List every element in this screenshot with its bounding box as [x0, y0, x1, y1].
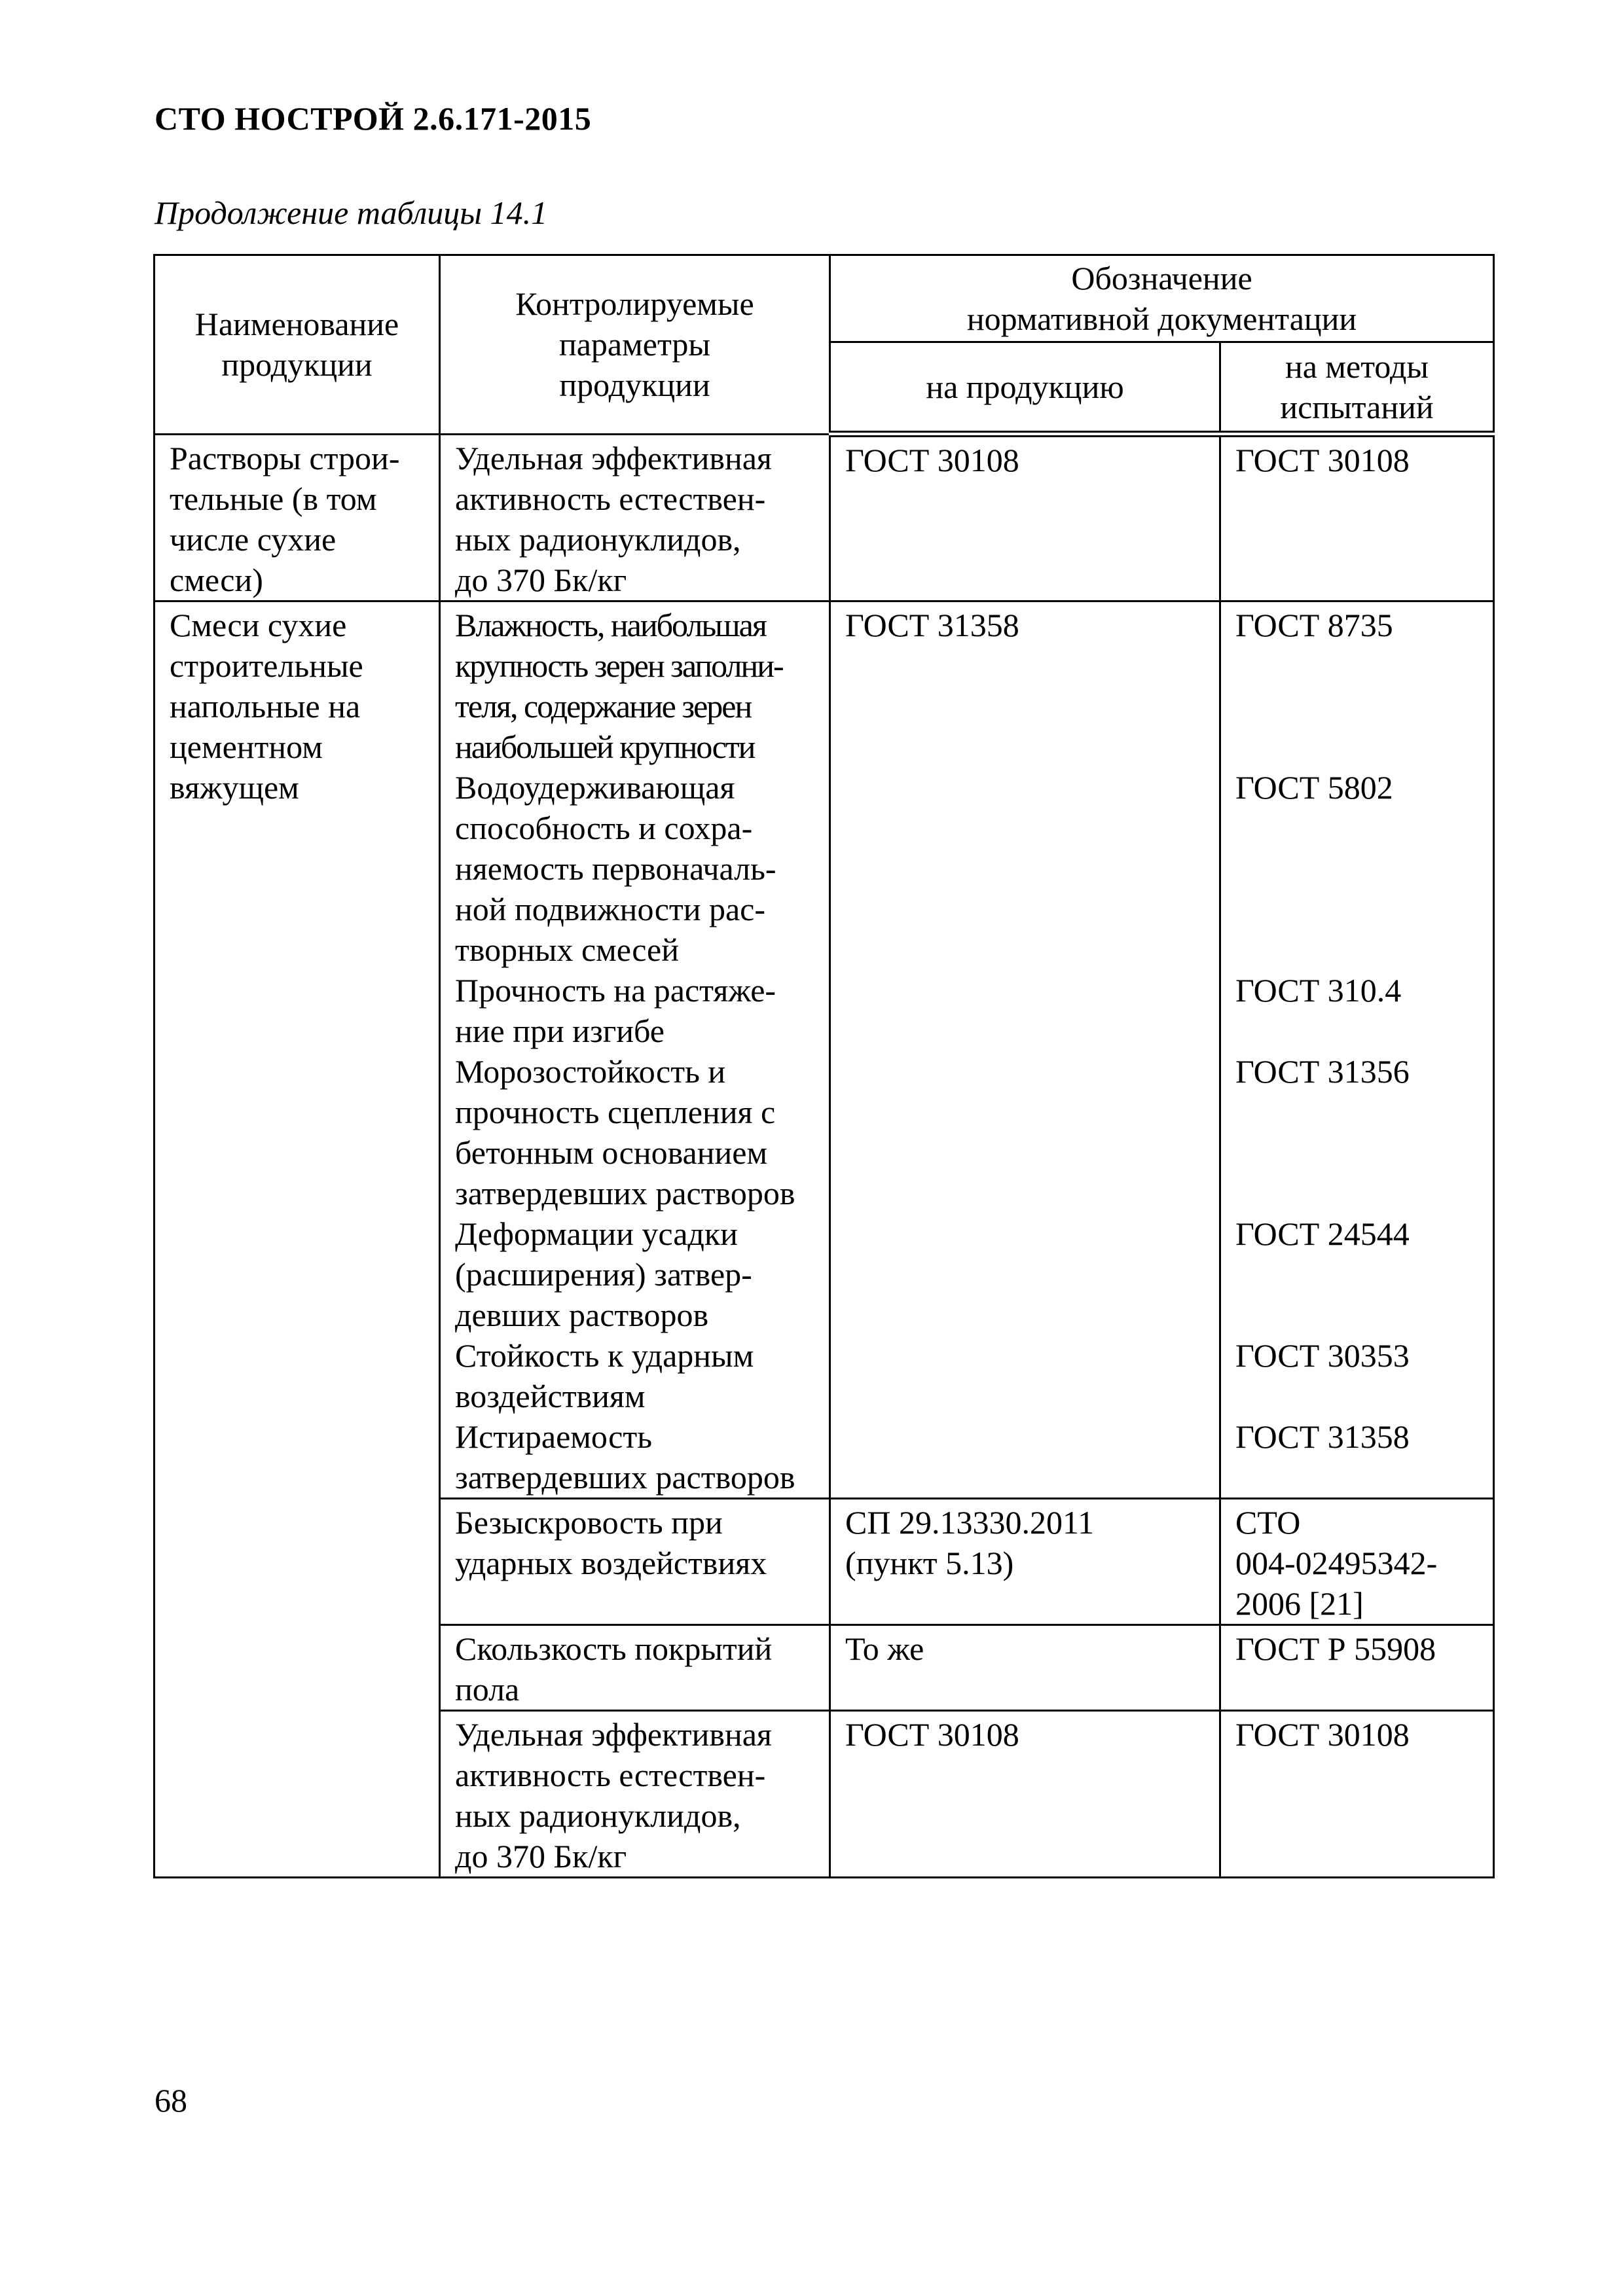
cell-doc-product: ГОСТ 30108 [830, 1710, 1220, 1877]
cell-params: Скользкость покрытий пола [440, 1624, 830, 1710]
cell-params: Удельная эффективная активность естествен- ных радионуклидов, до 370 Бк/кг [440, 1710, 830, 1877]
cell-doc-methods: ГОСТ 30108 [1220, 1710, 1494, 1877]
cell-doc-product: То же [830, 1624, 1220, 1710]
cell-params: Влажность, наибольшая крупность зерен заполни- теля, содержание зерен наибольшей крупности Водоудерживающая способность и сохра- няемость первоначаль- ной подвижности рас- творных смесей Прочность на растяже- ние при изгибе Морозостойкость и прочность сцепления с бетонным основанием затвердевших растворов Деформации усадки (расширения) затвер- девших растворов Стойкость к ударным воздействиям Истираемость затвердевших растворов [440, 601, 830, 1498]
cell-product-name: Растворы строи- тельные (в том числе сухие смеси) [155, 434, 440, 601]
header-product-name: Наименование продукции [155, 255, 440, 435]
cell-product-name: Смеси сухие строительные напольные на цементном вяжущем [155, 601, 440, 1877]
header-for-product: на продукцию [830, 342, 1220, 435]
cell-doc-methods: ГОСТ 30108 [1220, 434, 1494, 601]
table-row [155, 434, 1494, 601]
cell-doc-product: СП 29.13330.2011 (пункт 5.13) [830, 1498, 1220, 1624]
cell-doc-methods: ГОСТ Р 55908 [1220, 1624, 1494, 1710]
cell-params: Удельная эффективная активность естествен- ных радионуклидов, до 370 Бк/кг [440, 434, 830, 601]
specification-table [153, 254, 1495, 1878]
table-row [155, 601, 1494, 1498]
table-caption: Продолжение таблицы 14.1 [155, 194, 548, 231]
cell-doc-methods: СТО 004-02495342- 2006 [21] [1220, 1498, 1494, 1624]
page-number: 68 [155, 2082, 187, 2119]
cell-doc-product: ГОСТ 30108 [830, 434, 1220, 601]
header-designation: Обозначение нормативной документации [830, 255, 1494, 342]
cell-params: Безыскровость при ударных воздействиях [440, 1498, 830, 1624]
cell-doc-methods: ГОСТ 8735 ГОСТ 5802 ГОСТ 310.4 ГОСТ 31356 ГОСТ 24544 ГОСТ 30353 ГОСТ 31358 [1220, 601, 1494, 1498]
header-for-test-methods: на методы испытаний [1220, 342, 1494, 435]
cell-doc-product: ГОСТ 31358 [830, 601, 1220, 1498]
header-controlled-params: Контролируемые параметры продукции [440, 255, 830, 435]
document-header: СТО НОСТРОЙ 2.6.171-2015 [155, 100, 592, 137]
